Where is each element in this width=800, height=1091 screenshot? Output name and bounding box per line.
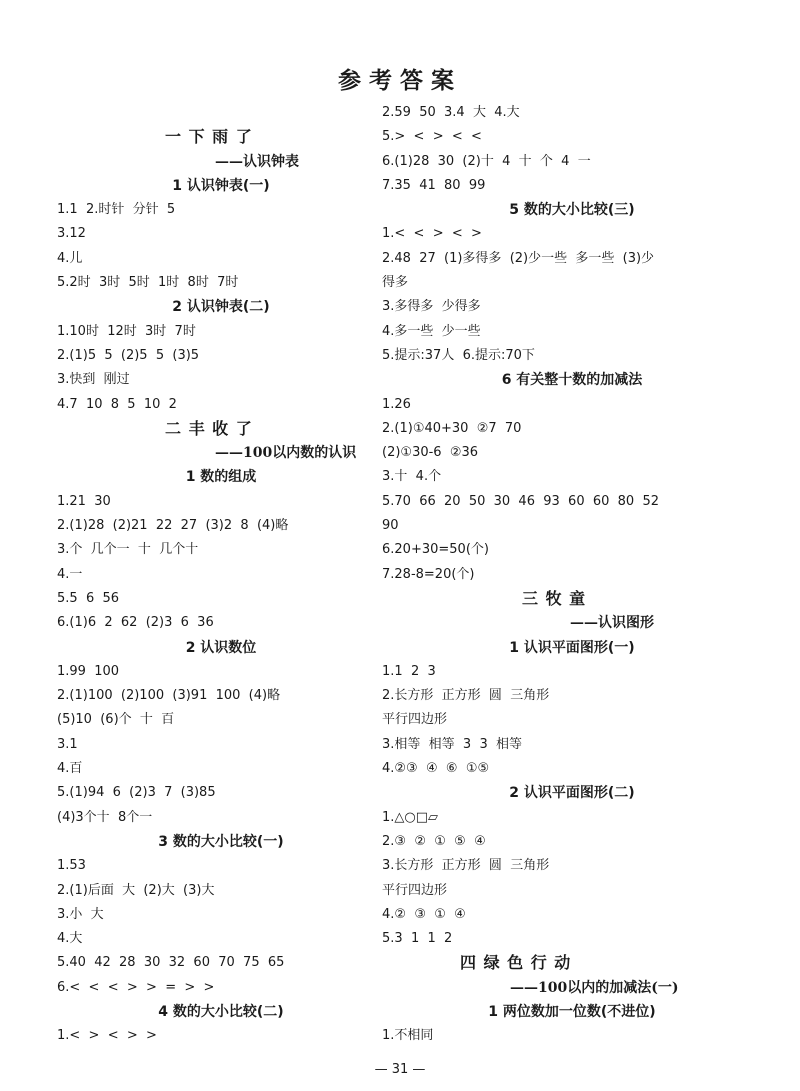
answer-line: 7.28-8=20(个) [382,566,475,582]
sec-heading: 5 数的大小比较(三) [509,202,635,219]
answer-line: 4.一 [57,566,83,582]
answer-line: 1.< < > < > [382,226,482,242]
answer-line: 1.< > < > > [57,1028,157,1044]
answer-line: 2.③ ② ① ⑤ ④ [382,833,486,849]
spacer [57,101,385,125]
sec-heading: 1 认识钟表(一) [172,177,270,194]
answer-line: 5.5 6 56 [57,590,120,606]
answer-line: 1.△○□▱ [382,809,439,825]
sec-heading: 6 有关整十数的加减法 [501,372,643,389]
answer-line: 2.(1)①40+30 ②7 70 [382,420,522,436]
answer-line: 2.长方形 正方形 圆 三角形 [382,688,550,704]
answer-line: 6.(1)28 30 (2)十 4 十 个 4 一 [382,153,591,169]
unit-heading: 一 下 雨 了 [165,127,253,147]
sec-heading: 1 数的组成 [185,469,257,486]
answer-line: 6.< < < > > = > > [57,979,215,995]
answer-line: 3.小 大 [57,906,104,922]
answer-line: 平行四边形 [382,882,448,898]
sec-heading: 2 认识平面图形(二) [509,785,635,802]
answer-line: 90 [382,518,399,534]
sub-heading: ——100以内数的认识 [215,445,357,462]
answer-line: 4.②③ ④ ⑥ ①⑤ [382,761,490,777]
answer-line: 3.相等 相等 3 3 相等 [382,736,523,752]
answer-line: 1.1 2.时针 分针 5 [57,202,176,218]
answer-line: 4.大 [57,931,83,947]
answer-line: 1.53 [57,858,86,874]
answer-line: 3.多得多 少得多 [382,299,481,315]
answer-line: 1.不相同 [382,1028,434,1044]
answer-line: 1.10时 12时 3时 7时 [57,323,196,339]
left-column [57,101,385,1049]
answer-line: 4.多一些 少一些 [382,323,481,339]
answer-line: 6.20+30=50(个) [382,542,489,558]
answer-line: 2.48 27 (1)多得多 (2)少一些 多一些 (3)少 [382,250,655,266]
sec-heading: 1 认识平面图形(一) [509,639,635,656]
answer-line: 1.21 30 [57,493,111,509]
answer-line: 3.个 几个一 十 几个十 [57,542,199,558]
answer-line: 5.3 1 1 2 [382,931,453,947]
answer-line: (4)3个十 8个一 [57,809,153,825]
sec-heading: 4 数的大小比较(二) [158,1003,284,1020]
answer-line: 4.百 [57,761,83,777]
answer-line: 7.35 41 80 99 [382,177,486,193]
sub-heading: ——认识钟表 [215,153,299,170]
sec-heading: 1 两位数加一位数(不进位) [488,1003,656,1020]
sub-heading: ——100以内的加减法(一) [510,979,679,996]
answer-line: 4.② ③ ① ④ [382,906,466,922]
answer-line: 4.7 10 8 5 10 2 [57,396,177,412]
unit-heading: 三 牧 童 [522,588,587,608]
answer-line: 5.(1)94 6 (2)3 7 (3)85 [57,785,216,801]
answer-line: 2.(1)5 5 (2)5 5 (3)5 [57,347,200,363]
answer-line: 平行四边形 [382,712,448,728]
answer-line: 2.(1)28 (2)21 22 27 (3)2 8 (4)略 [57,518,289,534]
answer-line: 3.十 4.个 [382,469,442,485]
sec-heading: 2 认识钟表(二) [172,299,270,316]
answer-line: 3.1 [57,736,78,752]
unit-heading: 四 绿 色 行 动 [460,953,572,973]
answer-line: 3.长方形 正方形 圆 三角形 [382,858,550,874]
answer-line: 1.26 [382,396,411,412]
answer-line: 2.(1)后面 大 (2)大 (3)大 [57,882,215,898]
answer-line: 5.40 42 28 30 32 60 70 75 65 [57,955,285,971]
answer-line: 5.2时 3时 5时 1时 8时 7时 [57,275,239,291]
unit-heading: 二 丰 收 了 [165,418,253,438]
answer-line: 4.儿 [57,250,83,266]
answer-line: 1.99 100 [57,663,120,679]
answer-line: 得多 [382,275,409,291]
answer-line: 5.70 66 20 50 30 46 93 60 60 80 52 [382,493,660,509]
answer-line: (5)10 (6)个 十 百 [57,712,175,728]
answer-line: 6.(1)6 2 62 (2)3 6 36 [57,615,214,631]
answer-line: 3.快到 刚过 [57,372,130,388]
sub-heading: ——认识图形 [570,615,654,632]
answer-line: 2.(1)100 (2)100 (3)91 100 (4)略 [57,688,281,704]
page-title: 参考答案 [338,67,462,94]
answer-line: 5.> < > < < [382,129,482,145]
answer-line: (2)①30-6 ②36 [382,445,479,461]
right-column [382,101,762,1049]
sec-heading: 2 认识数位 [185,639,257,656]
page-number: — 31 — [374,1062,426,1077]
sec-heading: 3 数的大小比较(一) [158,833,284,850]
answer-line: 5.提示:37人 6.提示:70下 [382,347,535,363]
answer-line: 2.59 50 3.4 大 4.大 [382,105,520,120]
answer-line: 1.1 2 3 [382,663,436,679]
answer-line: 3.12 [57,226,86,242]
